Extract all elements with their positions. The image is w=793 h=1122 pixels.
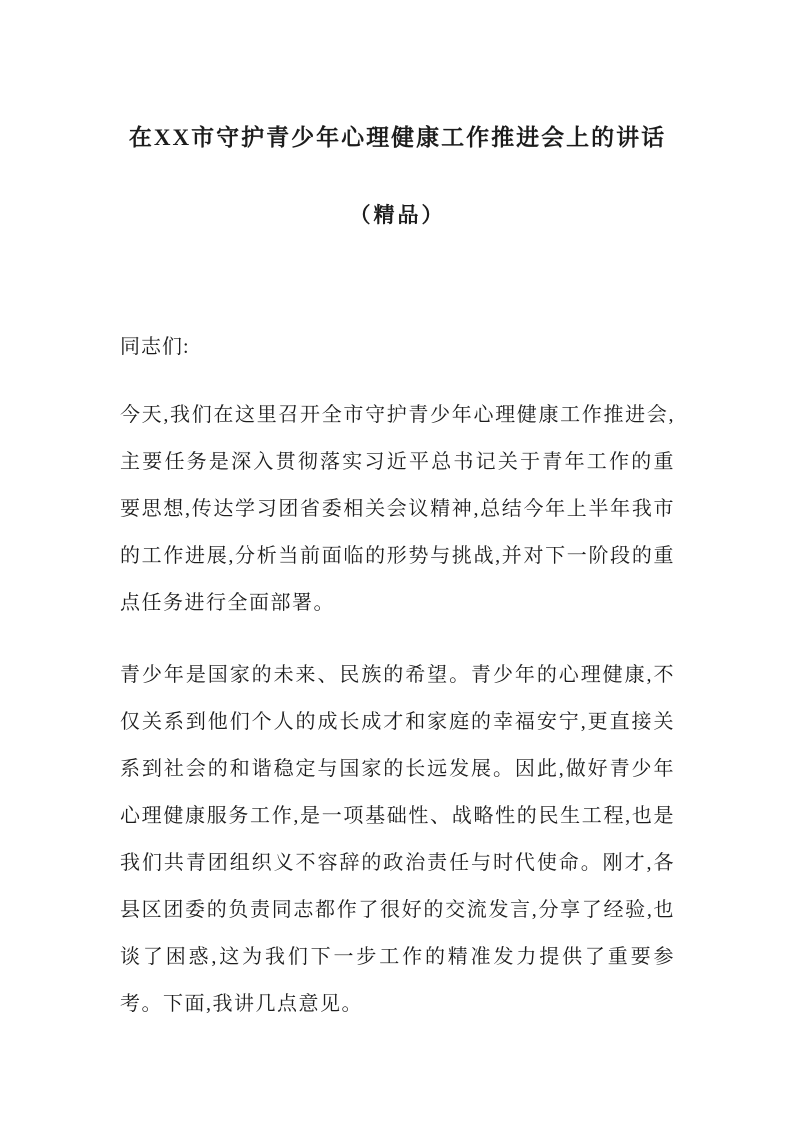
document-subtitle: （精品） (349, 203, 446, 227)
paragraph-opening: 今天,我们在这里召开全市守护青少年心理健康工作推进会,主要任务是深入贯彻落实习近平总书记关于青年工作的重要思想,传达学习团省委相关会议精神,总结今年上半年我市的工作进展,分析当前面临的形势与挑战,并对下一阶段的重点任务进行全面部署。 (120, 404, 675, 614)
paragraph-significance: 青少年是国家的未来、民族的希望。青少年的心理健康,不仅关系到他们个人的成长成才和家庭的幸福安宁,更直接关系到社会的和谐稳定与国家的长远发展。因此,做好青少年心理健康服务工作,是一项基础性、战略性的民生工程,也是我们共青团组织义不容辞的政治责任与时代使命。刚才,各县区团委的负责同志都作了很好的交流发言,分享了经验,也谈了困惑,这为我们下一步工作的精准发力提供了重要参考。下面,我讲几点意见。 (120, 664, 675, 1015)
document-title: 在XX市守护青少年心理健康工作推进会上的讲话 (128, 125, 667, 150)
salutation-line: 同志们: (120, 336, 190, 358)
